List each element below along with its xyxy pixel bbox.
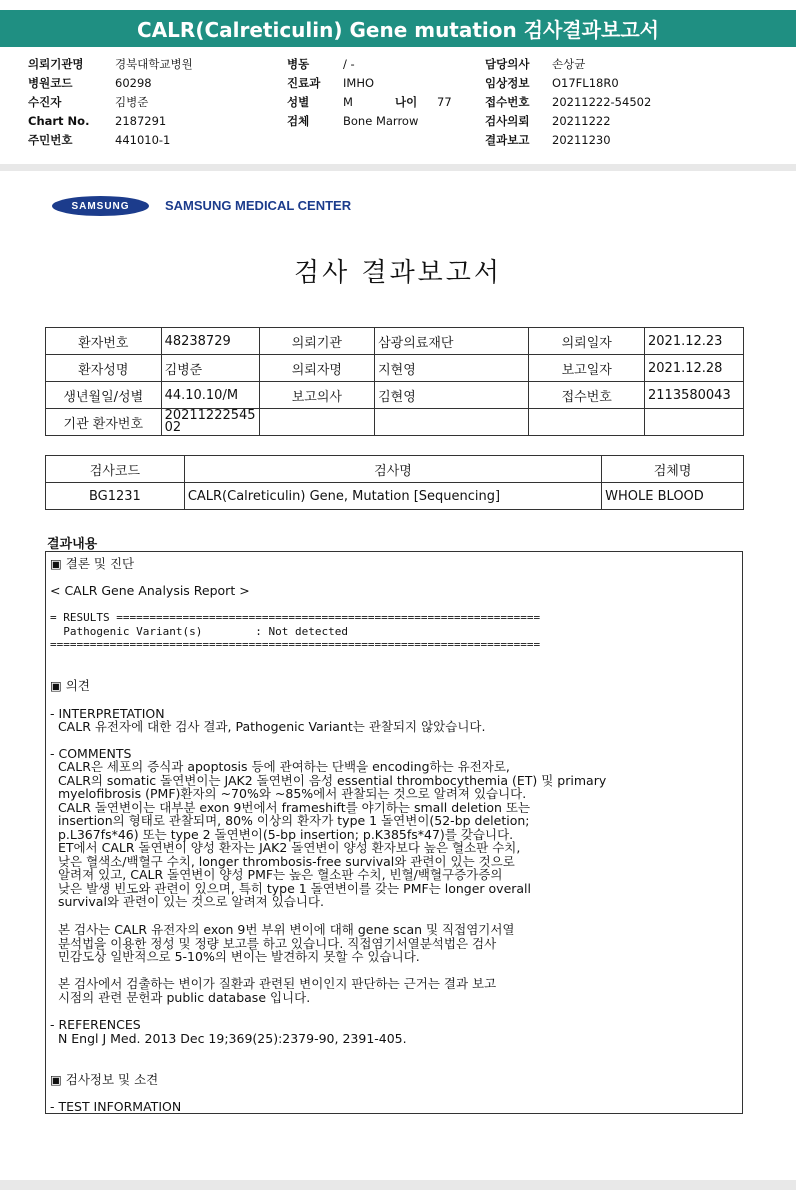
header-divider — [0, 164, 796, 171]
header-col-3 — [485, 55, 651, 150]
table-cell: 44.10.10/M — [161, 382, 259, 409]
results-divider: ========================================================================== — [50, 638, 541, 651]
table-cell: WHOLE BLOOD — [602, 483, 744, 510]
ward-value: / - — [343, 57, 355, 71]
patient-label: 수진자 — [28, 95, 62, 109]
department-value: IMHO — [343, 76, 375, 90]
table-cell — [529, 409, 645, 436]
table-row — [46, 483, 744, 510]
receipt-no-label: 접수번호 — [485, 95, 530, 109]
table-cell — [259, 409, 375, 436]
receipt-no-value: 20211222-54502 — [552, 95, 652, 109]
table-cell: 의뢰자명 — [259, 355, 375, 382]
ward-label: 병동 — [287, 57, 310, 71]
table-cell: 환자성명 — [46, 355, 162, 382]
comments-paragraph-1: CALR은 세포의 증식과 apoptosis 등에 관여하는 단백을 encoding하는 유전자로, CALR의 somatic 돌연변이는 JAK2 돌연변이 음성 essential thrombocythemia (ET) 및 primary myelofibrosis (PMF)환자의 ~70%와 ~85%에서 관찰되는 것으로 알려져 있습니다. CALR 돌연변이는 대부분 exon 9번에서 frameshift를 야기하는 small deletion 또는 insertion의 형태로 관찰되며, 80% 이상의 환자가 type 1 돌연변이(52-bp deletion; p.L367fs*46) 또는 type 2 돌연변이(5-bp insertion; p.K385fs*47)를 갖습니다. ET에서 CALR 돌연변이 양성 환자는 JAK2 돌연변이 양성 환자보다 높은 혈소판 수치, 낮은 혈색소/백혈구 수치, longer thrombosis-free survival와 관련이 있는 것으로 알려져 있고, CALR 돌연변이 양성 PMF는 높은 혈소판 수치, 빈혈/백혈구증가증의 낮은 발생 빈도와 관련이 있으며, 특히 type 1 돌연변이를 갖는 PMF는 longer overall survival와 관련이 있는 것으로 알려져 있습니다. — [57, 759, 607, 909]
table-cell: 의뢰일자 — [529, 328, 645, 355]
references-heading: - REFERENCES — [50, 1017, 141, 1032]
opinion-heading: ▣ 의견 — [50, 678, 90, 693]
header-col-2 — [287, 55, 452, 131]
table-cell: 기관 환자번호 — [46, 409, 162, 436]
table-cell: 김현영 — [375, 382, 529, 409]
table-cell: 삼광의료재단 — [375, 328, 529, 355]
table-cell: 환자번호 — [46, 328, 162, 355]
clinical-info-value: O17FL18R0 — [552, 76, 619, 90]
sex-label: 성별 — [287, 95, 310, 109]
age-value: 77 — [437, 95, 452, 109]
table-cell: 보고일자 — [529, 355, 645, 382]
table-row — [46, 409, 744, 436]
test-info-section-heading: ▣ 검사정보 및 소견 — [50, 1072, 159, 1087]
table-cell: 20211222545 02 — [161, 409, 259, 436]
test-table — [45, 455, 744, 510]
table-cell: 김병준 — [161, 355, 259, 382]
request-date-value: 20211222 — [552, 114, 611, 128]
interpretation-heading: - INTERPRETATION — [50, 706, 165, 721]
table-cell: 생년월일/성별 — [46, 382, 162, 409]
hospital-code-label: 병원코드 — [28, 76, 73, 90]
specimen-label: 검체 — [287, 114, 310, 128]
resident-no-value: 441010-1 — [115, 133, 171, 147]
table-cell: 2021.12.23 — [645, 328, 744, 355]
report-date-value: 20211230 — [552, 133, 611, 147]
table-row — [46, 382, 744, 409]
table-header-row — [46, 456, 744, 483]
results-box — [45, 551, 743, 1114]
samsung-logo: SAMSUNG — [52, 196, 149, 216]
footer-divider — [0, 1180, 796, 1190]
comments-paragraph-3: 본 검사에서 검출하는 변이가 질환과 관련된 변이인지 판단하는 근거는 결과 보고 시점의 관련 문헌과 public database 입니다. — [57, 976, 497, 1005]
table-cell: 의뢰기관 — [259, 328, 375, 355]
comments-heading: - COMMENTS — [50, 746, 132, 761]
report-title-bar: CALR(Calreticulin) Gene mutation 검사결과보고서 — [0, 10, 796, 47]
comments-paragraph-2: 본 검사는 CALR 유전자의 exon 9번 부위 변이에 대해 gene scan 및 직접염기서열 분석법을 이용한 정성 및 정량 보고를 하고 있습니다. 직접염기서열분석법은 검사 민감도상 일반적으로 5-10%의 변이는 발견하지 못할 수 있습니다. — [57, 922, 515, 964]
table-header-cell: 검사코드 — [46, 456, 185, 483]
references-text: N Engl J Med. 2013 Dec 19;369(25):2379-90, 2391-405. — [50, 1031, 407, 1046]
patient-value: 김병준 — [115, 95, 149, 109]
clinical-info-label: 임상정보 — [485, 76, 530, 90]
hospital-value: 경북대학교병원 — [115, 57, 193, 71]
table-cell: 2021.12.28 — [645, 355, 744, 382]
table-cell: 보고의사 — [259, 382, 375, 409]
table-header-cell: 검사명 — [184, 456, 601, 483]
chart-no-value: 2187291 — [115, 114, 167, 128]
table-row — [46, 355, 744, 382]
conclusion-heading: ▣ 결론 및 진단 — [50, 556, 135, 571]
pathogenic-variant-line: Pathogenic Variant(s) : Not detected — [50, 625, 349, 638]
request-date-label: 검사의뢰 — [485, 114, 530, 128]
test-information-heading: - TEST INFORMATION — [50, 1099, 182, 1114]
table-cell: 접수번호 — [529, 382, 645, 409]
doctor-value: 손상균 — [552, 57, 586, 71]
document-title: 검사 결과보고서 — [293, 258, 503, 288]
table-cell: CALR(Calreticulin) Gene, Mutation [Sequencing] — [184, 483, 601, 510]
samsung-medical-center-name: SAMSUNG MEDICAL CENTER — [165, 198, 352, 213]
table-header-cell: 검체명 — [602, 456, 744, 483]
header-col-1 — [28, 55, 193, 150]
table-cell: 2113580043 — [645, 382, 744, 409]
table-cell — [375, 409, 529, 436]
table-cell: 48238729 — [161, 328, 259, 355]
table-row — [46, 328, 744, 355]
age-label: 나이 — [395, 95, 418, 109]
department-label: 진료과 — [287, 76, 321, 90]
report-name: < CALR Gene Analysis Report > — [50, 583, 250, 598]
table-cell: 지현영 — [375, 355, 529, 382]
results-line: = RESULTS ================================================================ — [50, 611, 541, 624]
hospital-code-value: 60298 — [115, 76, 152, 90]
report-date-label: 결과보고 — [485, 133, 530, 147]
patient-info-table — [45, 327, 744, 436]
resident-no-label: 주민번호 — [28, 133, 73, 147]
table-cell — [645, 409, 744, 436]
chart-no-label: Chart No. — [28, 114, 90, 128]
interpretation-text: CALR 유전자에 대한 검사 결과, Pathogenic Variant는 관찰되지 않았습니다. — [50, 719, 486, 734]
results-section-label: 결과내용 — [47, 537, 98, 552]
doctor-label: 담당의사 — [485, 57, 530, 71]
sex-value: M — [343, 95, 353, 109]
table-cell: BG1231 — [46, 483, 185, 510]
specimen-value: Bone Marrow — [343, 114, 419, 128]
hospital-label: 의뢰기관명 — [28, 57, 84, 71]
